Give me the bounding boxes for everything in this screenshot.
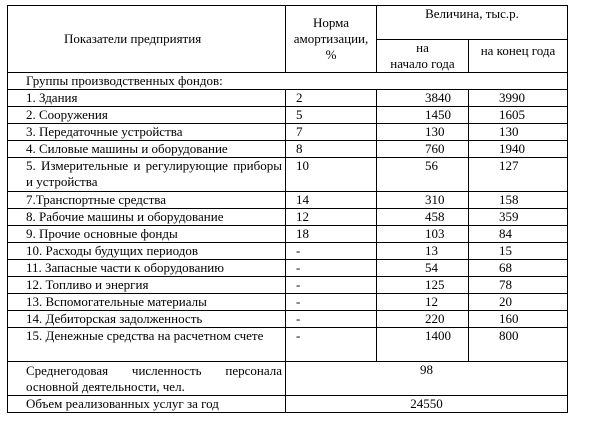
row-start: 103 (377, 226, 469, 243)
row-end: 359 (469, 209, 568, 226)
row-name: 8. Рабочие машины и оборудование (8, 209, 286, 226)
row-name: 10. Расходы будущих периодов (8, 243, 286, 260)
row-start: 56 (377, 158, 469, 192)
row-end: 158 (469, 192, 568, 209)
row-name: 1. Здания (8, 90, 286, 107)
row-rate: - (286, 311, 377, 328)
row-name: 12. Топливо и энергия (8, 277, 286, 294)
table-row (8, 226, 568, 243)
row-name: 5. Измерительные и регулирующие приборы и устройства (8, 158, 286, 192)
header-start-of-year (377, 40, 469, 73)
row-name: 9. Прочие основные фонды (8, 226, 286, 243)
services-label: Объем реализованных услуг за год (8, 396, 286, 413)
row-end: 130 (469, 124, 568, 141)
row-rate: - (286, 277, 377, 294)
row-rate: 18 (286, 226, 377, 243)
row-start: 54 (377, 260, 469, 277)
row-rate: - (286, 328, 377, 362)
services-value: 24550 (286, 396, 568, 413)
header-indicators: Показатели предприятия (8, 6, 286, 73)
row-rate: 10 (286, 158, 377, 192)
row-name: 7.Транспортные средства (8, 192, 286, 209)
row-start: 760 (377, 141, 469, 158)
header-rate-line1: Норма (312, 15, 350, 30)
row-end: 1605 (469, 107, 568, 124)
group-title: Группы производственных фондов: (8, 73, 568, 90)
row-end: 68 (469, 260, 568, 277)
staff-value: 98 (286, 362, 568, 396)
row-rate: - (286, 260, 377, 277)
row-name: 15. Денежные средства на расчетном счете (8, 328, 286, 362)
row-start: 125 (377, 277, 469, 294)
staff-row (8, 362, 568, 396)
header-start-line1: на (416, 40, 429, 55)
row-rate: 14 (286, 192, 377, 209)
row-name: 3. Передаточные устройства (8, 124, 286, 141)
row-rate: 2 (286, 90, 377, 107)
table-row (8, 158, 568, 192)
row-end: 3990 (469, 90, 568, 107)
header-rate-line3: % (325, 47, 337, 62)
header-start-line2: начало года (390, 56, 455, 71)
row-start: 13 (377, 243, 469, 260)
document-page (7, 5, 568, 413)
row-rate: - (286, 294, 377, 311)
row-start: 12 (377, 294, 469, 311)
row-end: 15 (469, 243, 568, 260)
table-row (8, 107, 568, 124)
table-row (8, 243, 568, 260)
table-row (8, 328, 568, 362)
table-row (8, 209, 568, 226)
row-rate: 8 (286, 141, 377, 158)
header-rate-line2: амортизации, (293, 31, 369, 46)
table-row (8, 124, 568, 141)
row-name: 11. Запасные части к оборудованию (8, 260, 286, 277)
row-end: 84 (469, 226, 568, 243)
row-end: 127 (469, 158, 568, 192)
table-row (8, 277, 568, 294)
header-end-of-year: на конец года (469, 40, 568, 73)
table-row (8, 311, 568, 328)
row-name: 2. Сооружения (8, 107, 286, 124)
row-rate: 5 (286, 107, 377, 124)
row-rate: 7 (286, 124, 377, 141)
header-row-1 (8, 6, 568, 40)
row-start: 3840 (377, 90, 469, 107)
header-depreciation-rate (286, 6, 377, 73)
row-end: 800 (469, 328, 568, 362)
row-end: 20 (469, 294, 568, 311)
table-row (8, 192, 568, 209)
staff-label: Среднегодовая численность персонала основной деятельности, чел. (8, 362, 286, 396)
header-value: Величина, тыс.р. (377, 6, 568, 40)
row-name: 4. Силовые машины и оборудование (8, 141, 286, 158)
group-title-row (8, 73, 568, 90)
row-name: 14. Дебиторская задолженность (8, 311, 286, 328)
row-rate: - (286, 243, 377, 260)
row-start: 310 (377, 192, 469, 209)
row-name: 13. Вспомогательные материалы (8, 294, 286, 311)
row-end: 160 (469, 311, 568, 328)
row-end: 1940 (469, 141, 568, 158)
row-end: 78 (469, 277, 568, 294)
row-start: 220 (377, 311, 469, 328)
row-start: 130 (377, 124, 469, 141)
table-row (8, 90, 568, 107)
services-row (8, 396, 568, 413)
row-start: 1400 (377, 328, 469, 362)
row-start: 1450 (377, 107, 469, 124)
table-row (8, 141, 568, 158)
table-row (8, 260, 568, 277)
row-rate: 12 (286, 209, 377, 226)
table-row (8, 294, 568, 311)
enterprise-indicators-table (7, 5, 568, 413)
row-start: 458 (377, 209, 469, 226)
